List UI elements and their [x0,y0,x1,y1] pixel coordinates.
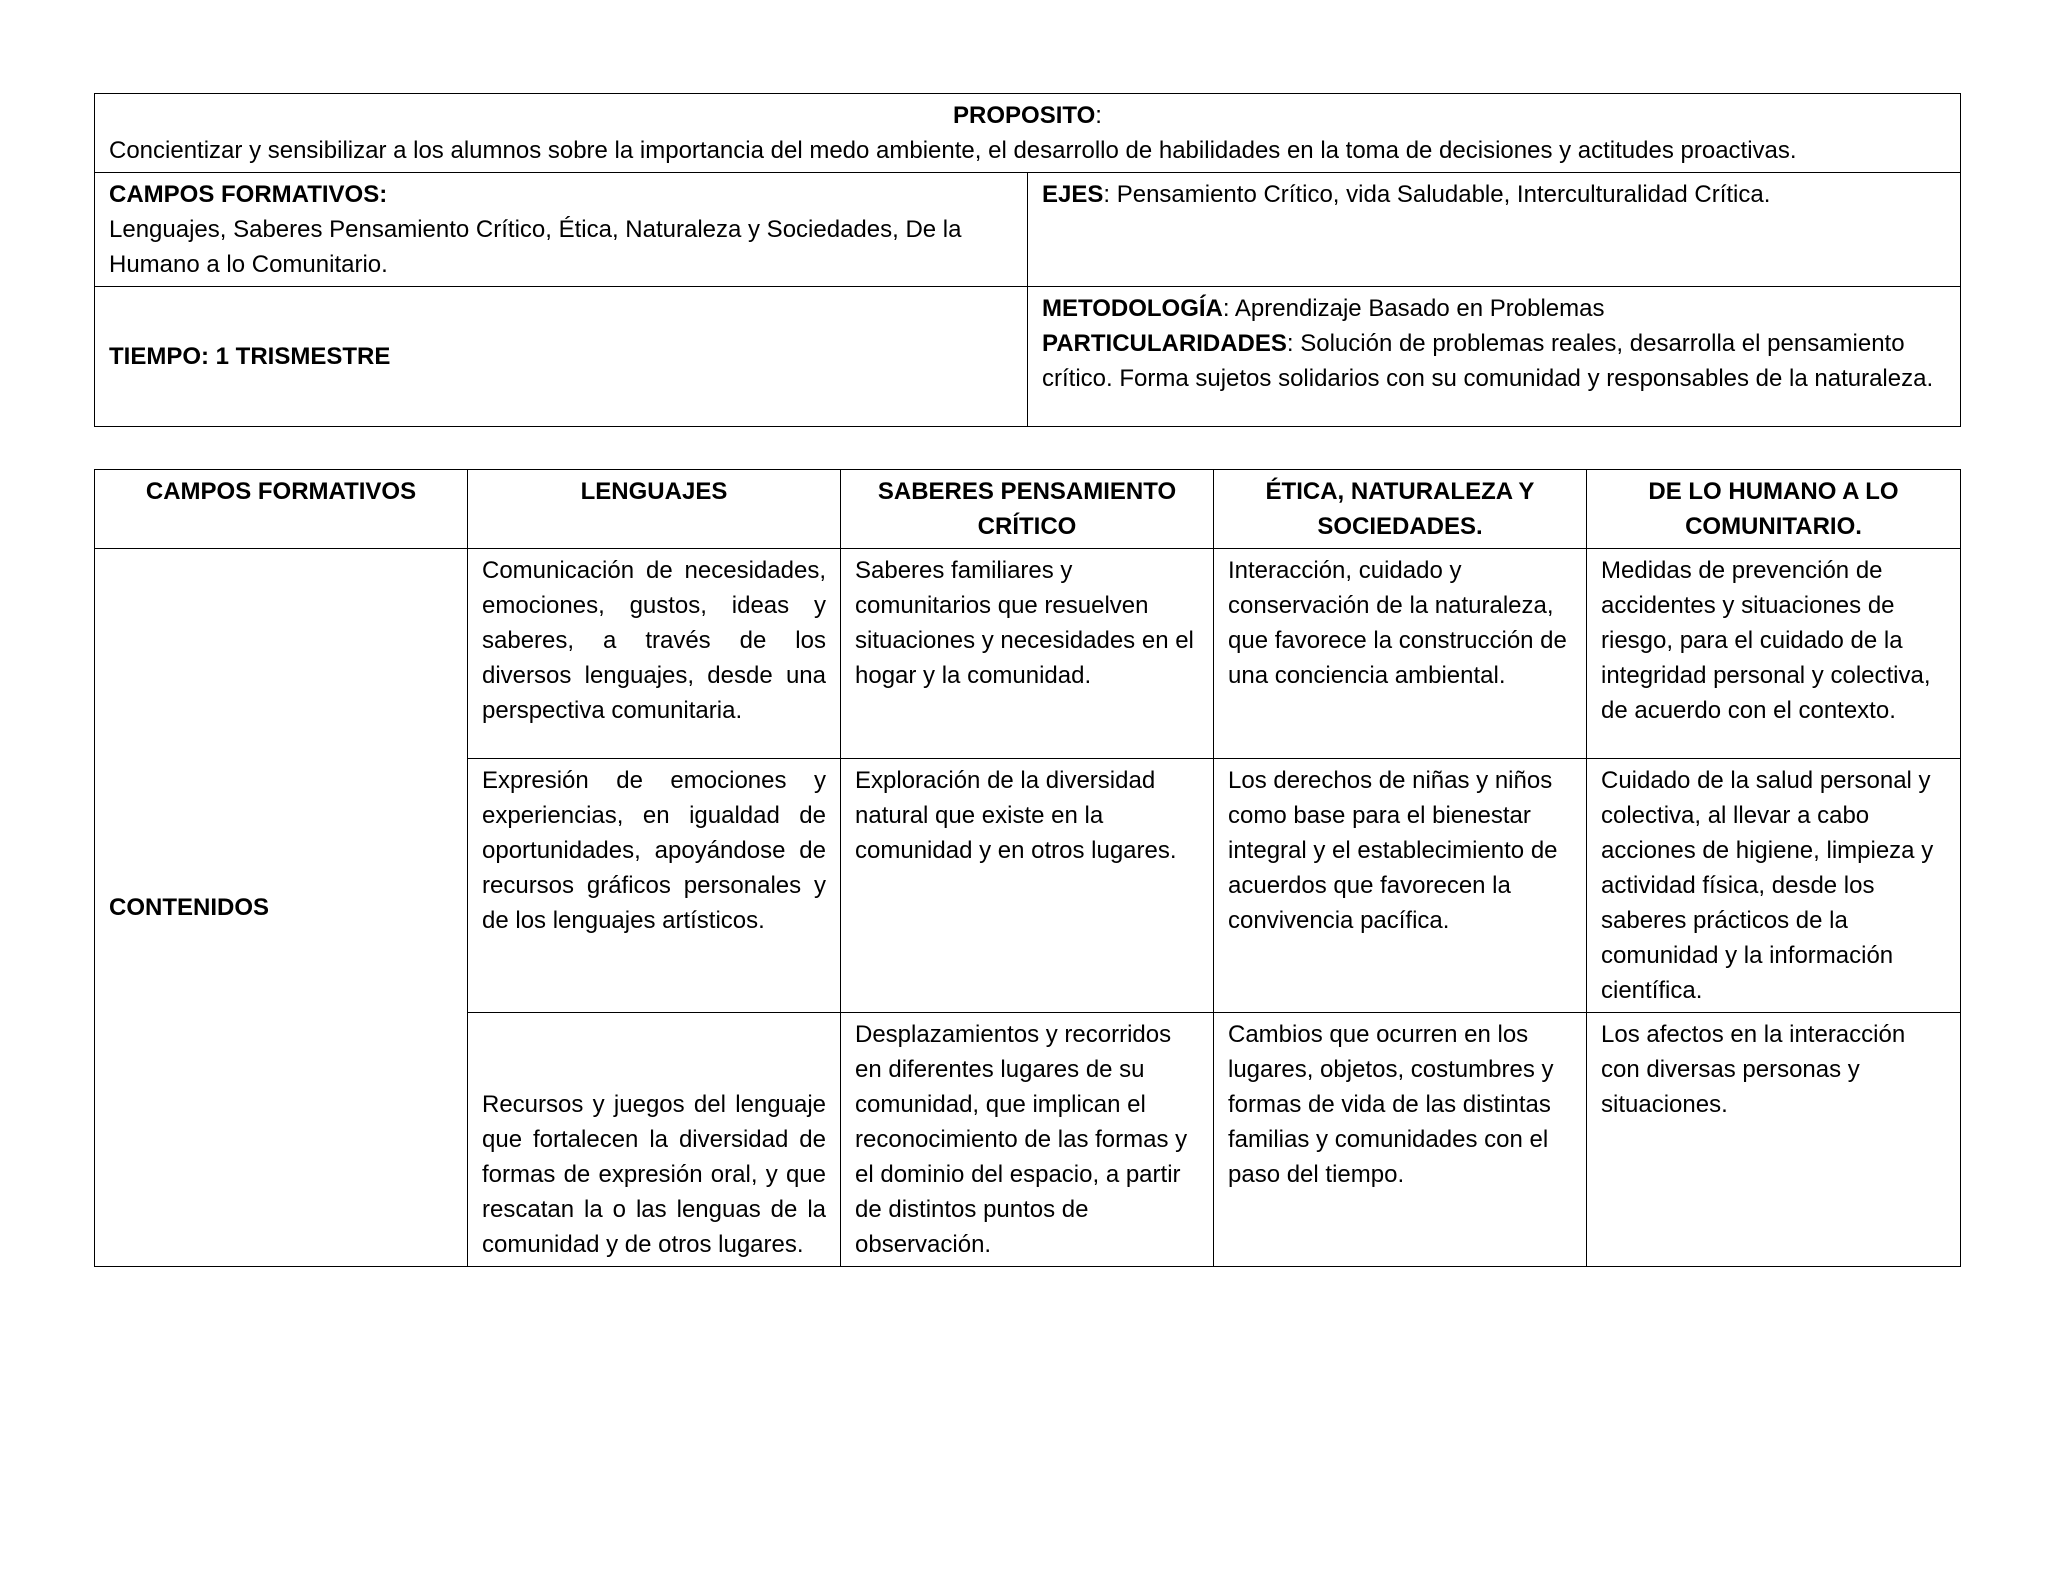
proposito-text: Concientizar y sensibilizar a los alumnos sobre la importancia del medo ambiente, el desarrollo de habilidades en la toma de decisiones y actitudes proactivas. [109,137,1797,164]
table-cell: Exploración de la diversidad natural que existe en la comunidad y en otros lugares. [841,759,1214,1013]
table-cell: Los derechos de niñas y niños como base para el bienestar integral y el establecimiento de acuerdos que favorecen la convivencia pacífica. [1214,759,1587,1013]
proposito-heading [109,98,1946,133]
particularidades-label: PARTICULARIDADES [1042,330,1287,357]
metodologia-label: METODOLOGÍA [1042,295,1223,322]
table-row [95,549,1961,759]
campos-formativos-cell [95,173,1028,287]
table-cell: Cuidado de la salud personal y colectiva, al llevar a cabo acciones de higiene, limpieza y actividad física, desde los saberes prácticos de la comunidad y la información científica. [1587,759,1961,1013]
table-cell: Interacción, cuidado y conservación de la naturaleza, que favorece la construcción de una conciencia ambiental. [1214,549,1587,759]
table-cell: Recursos y juegos del lenguaje que fortalecen la diversidad de formas de expresión oral, y que rescatan la o las lenguas de la comunidad y de otros lugares. [468,1013,841,1267]
proposito-label: PROPOSITO [953,102,1096,129]
header-saberes-pensamiento-critico: SABERES PENSAMIENTO CRÍTICO [841,470,1214,549]
header-etica-naturaleza-sociedades: ÉTICA, NATURALEZA Y SOCIEDADES. [1214,470,1587,549]
metodologia-text: : Aprendizaje Basado en Problemas [1222,295,1605,322]
contenidos-table [94,469,1961,1267]
metodologia-line [1042,291,1946,326]
header-de-lo-humano-a-lo-comunitario: DE LO HUMANO A LO COMUNITARIO. [1587,470,1961,549]
table-cell: Los afectos en la interacción con diversas personas y situaciones. [1587,1013,1961,1267]
header-row [95,470,1961,549]
particularidades-line [1042,330,1933,392]
tiempo-metodologia-row [95,287,1961,427]
campos-formativos-text: Lenguajes, Saberes Pensamiento Crítico, Ética, Naturaleza y Sociedades, De la Humano a lo Comunitario. [109,216,962,278]
ejes-text: : Pensamiento Crítico, vida Saludable, Interculturalidad Crítica. [1103,181,1771,208]
tiempo-text: TIEMPO: 1 TRISMESTRE [109,343,391,370]
campos-formativos-label: CAMPOS FORMATIVOS: [109,181,388,208]
campos-ejes-row [95,173,1961,287]
contenidos-label: CONTENIDOS [95,549,468,1267]
table-cell: Expresión de emociones y experiencias, en igualdad de oportunidades, apoyándose de recursos gráficos personales y de los lenguajes artísticos. [468,759,841,1013]
metodologia-cell [1028,287,1961,427]
ejes-cell [1028,173,1961,287]
proposito-cell [95,94,1961,173]
table-cell: Medidas de prevención de accidentes y situaciones de riesgo, para el cuidado de la integridad personal y colectiva, de acuerdo con el contexto. [1587,549,1961,759]
header-campos-formativos: CAMPOS FORMATIVOS [95,470,468,549]
tiempo-cell [95,287,1028,427]
table-cell: Comunicación de necesidades, emociones, gustos, ideas y saberes, a través de los diversos lenguajes, desde una perspectiva comunitaria. [468,549,841,759]
proposito-row [95,94,1961,173]
ejes-label: EJES [1042,181,1104,208]
table-cell: Cambios que ocurren en los lugares, objetos, costumbres y formas de vida de las distintas familias y comunidades con el paso del tiempo. [1214,1013,1587,1267]
planning-info-table [94,93,1961,427]
table-cell: Desplazamientos y recorridos en diferentes lugares de su comunidad, que implican el reconocimiento de las formas y el dominio del espacio, a partir de distintos puntos de observación. [841,1013,1214,1267]
header-lenguajes: LENGUAJES [468,470,841,549]
table-cell: Saberes familiares y comunitarios que resuelven situaciones y necesidades en el hogar y la comunidad. [841,549,1214,759]
proposito-colon: : [1095,102,1102,129]
particularidades-text: : Solución de problemas reales, desarrolla el pensamiento crítico. Forma sujetos solidarios con su comunidad y responsables de la naturaleza. [1042,330,1934,392]
